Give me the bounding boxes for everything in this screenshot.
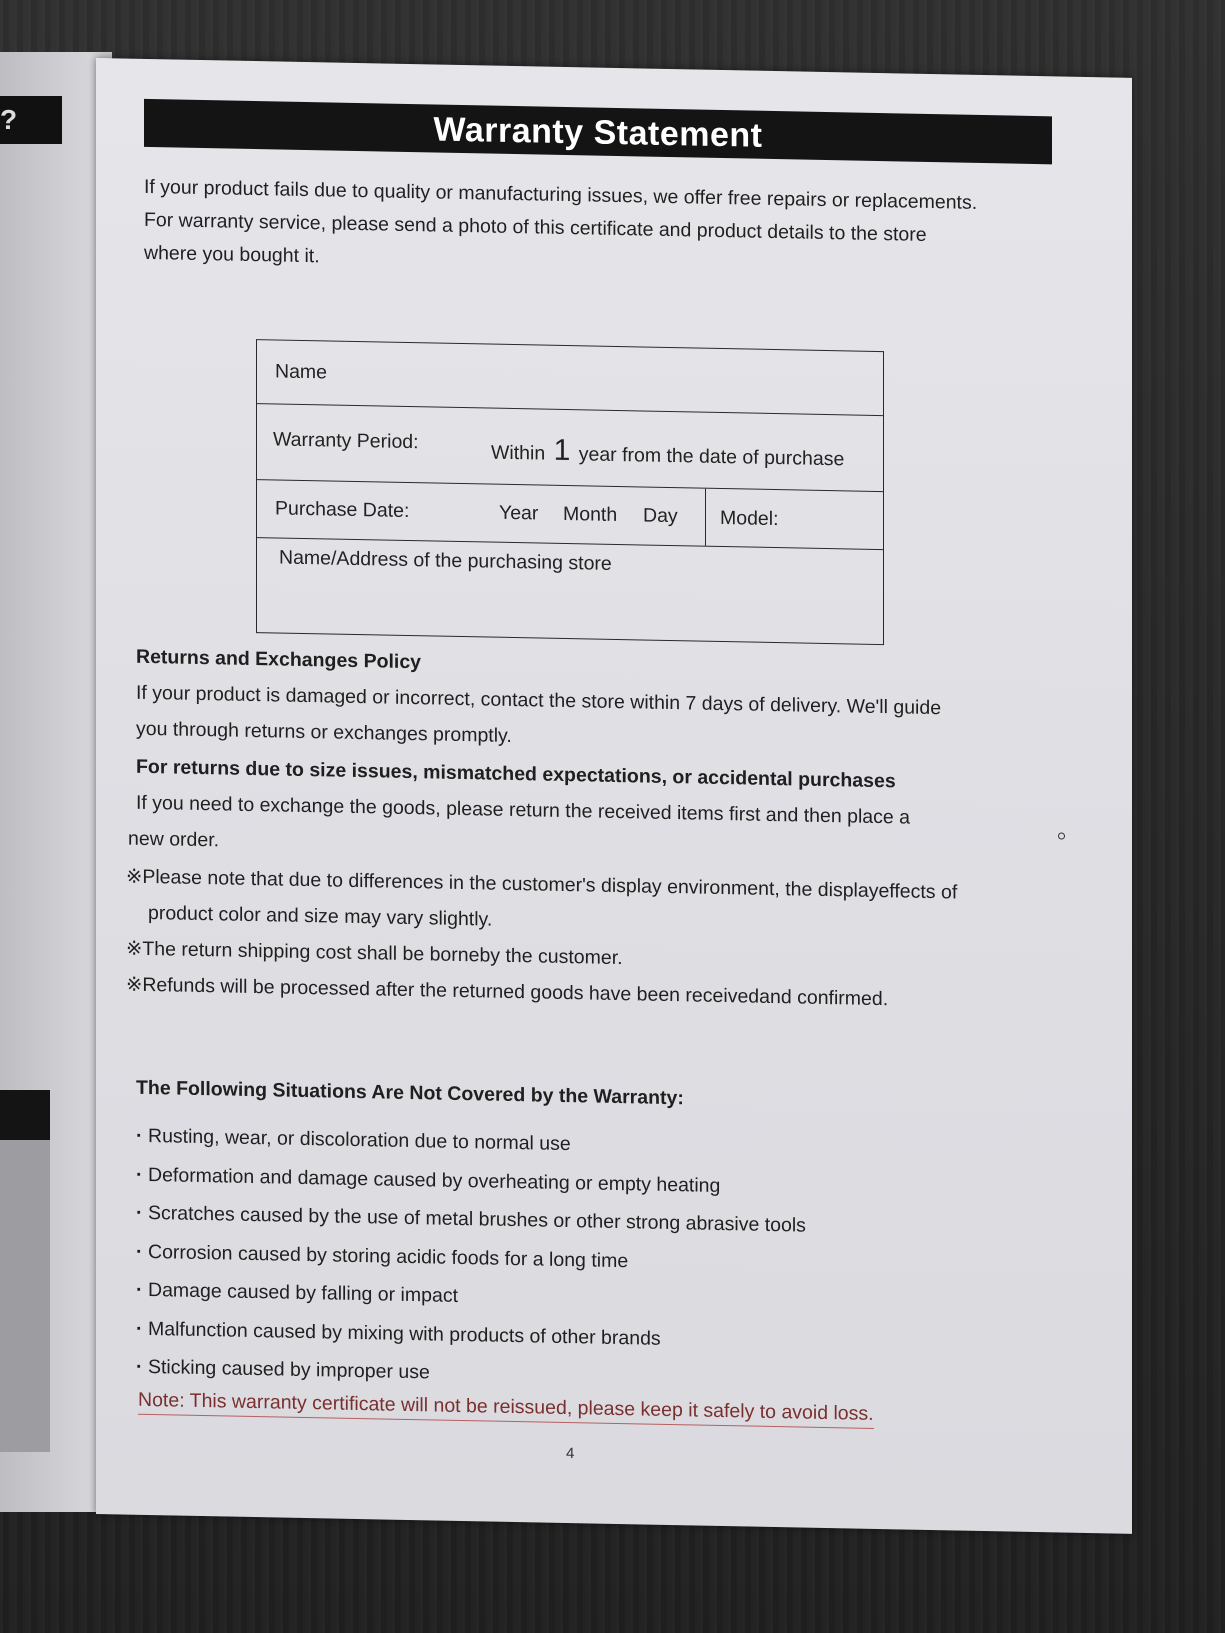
form-row-name: [257, 340, 883, 416]
intro-line-3: where you bought it.: [144, 241, 320, 268]
left-page-gray-block: [0, 1140, 50, 1452]
returns-note-2: ※The return shipping cost shall be borneby the customer.: [126, 937, 623, 970]
warranty-period-label: Warranty Period:: [273, 428, 419, 454]
list-item: · Corrosion caused by storing acidic foods for a long time: [136, 1240, 629, 1272]
list-item: · Scratches caused by the use of metal brushes or other strong abrasive tools: [136, 1201, 806, 1237]
returns-section: [126, 639, 1036, 1020]
month-label: Month: [563, 502, 618, 527]
form-row-store: [257, 538, 883, 644]
exclusions-list: [136, 1117, 956, 1402]
warranty-rest: year from the date of purchase: [578, 443, 845, 471]
day-label: Day: [643, 504, 678, 528]
page-title: Warranty Statement: [433, 110, 763, 155]
intro-line-2: For warranty service, please send a photo of this certificate and product details to the store: [144, 208, 927, 246]
exclusions-heading: The Following Situations Are Not Covered by the Warranty:: [136, 1076, 684, 1110]
left-tab-glyph: ?: [0, 104, 18, 135]
left-page-black-bar: [0, 1090, 50, 1140]
page-number: 4: [566, 1445, 575, 1463]
purchase-date-label: Purchase Date:: [275, 497, 410, 523]
returns-subheading: For returns due to size issues, mismatched expectations, or accidental purchases: [136, 755, 896, 793]
store-label: Name/Address of the purchasing store: [279, 546, 612, 575]
intro-line-1: If your product fails due to quality or manufacturing issues, we offer free repairs or replacements.: [144, 175, 978, 214]
intro-paragraph: [144, 171, 1064, 288]
returns-line-3: If you need to exchange the goods, please return the received items first and then place a: [136, 791, 910, 829]
warranty-form-table: [256, 339, 884, 645]
warranty-page: [96, 58, 1132, 1534]
list-item: · Sticking caused by improper use: [136, 1355, 430, 1384]
returns-line-4: new order.: [128, 827, 220, 852]
year-label: Year: [499, 501, 539, 525]
warranty-years: 1: [553, 433, 571, 468]
list-item: · Rusting, wear, or discoloration due to normal use: [136, 1124, 571, 1156]
footer-note: Note: This warranty certificate will not be reissued, please keep it safely to avoid loss.: [138, 1389, 874, 1429]
model-label: Model:: [705, 489, 779, 547]
warranty-period-value: [491, 433, 844, 474]
returns-line-2: you through returns or exchanges promptly.: [136, 717, 512, 747]
left-page-tab: [0, 96, 62, 144]
returns-heading: Returns and Exchanges Policy: [136, 645, 422, 674]
returns-note-1b: product color and size may vary slightly.: [148, 901, 493, 931]
list-item: · Malfunction caused by mixing with products of other brands: [136, 1317, 661, 1350]
small-circle-mark: [1058, 832, 1065, 839]
list-item: · Damage caused by falling or impact: [136, 1278, 458, 1307]
warranty-within: Within: [491, 441, 546, 465]
returns-note-1a: ※Please note that due to differences in the customer's display environment, the displayeffects of: [126, 865, 958, 904]
name-label: Name: [275, 360, 328, 384]
list-item: · Deformation and damage caused by overheating or empty heating: [136, 1163, 721, 1197]
returns-line-1: If your product is damaged or incorrect, contact the store within 7 days of delivery. We'll guide: [136, 681, 942, 720]
form-row-warranty-period: [257, 404, 883, 492]
returns-note-3: ※Refunds will be processed after the returned goods have been receivedand confirmed.: [126, 973, 889, 1011]
